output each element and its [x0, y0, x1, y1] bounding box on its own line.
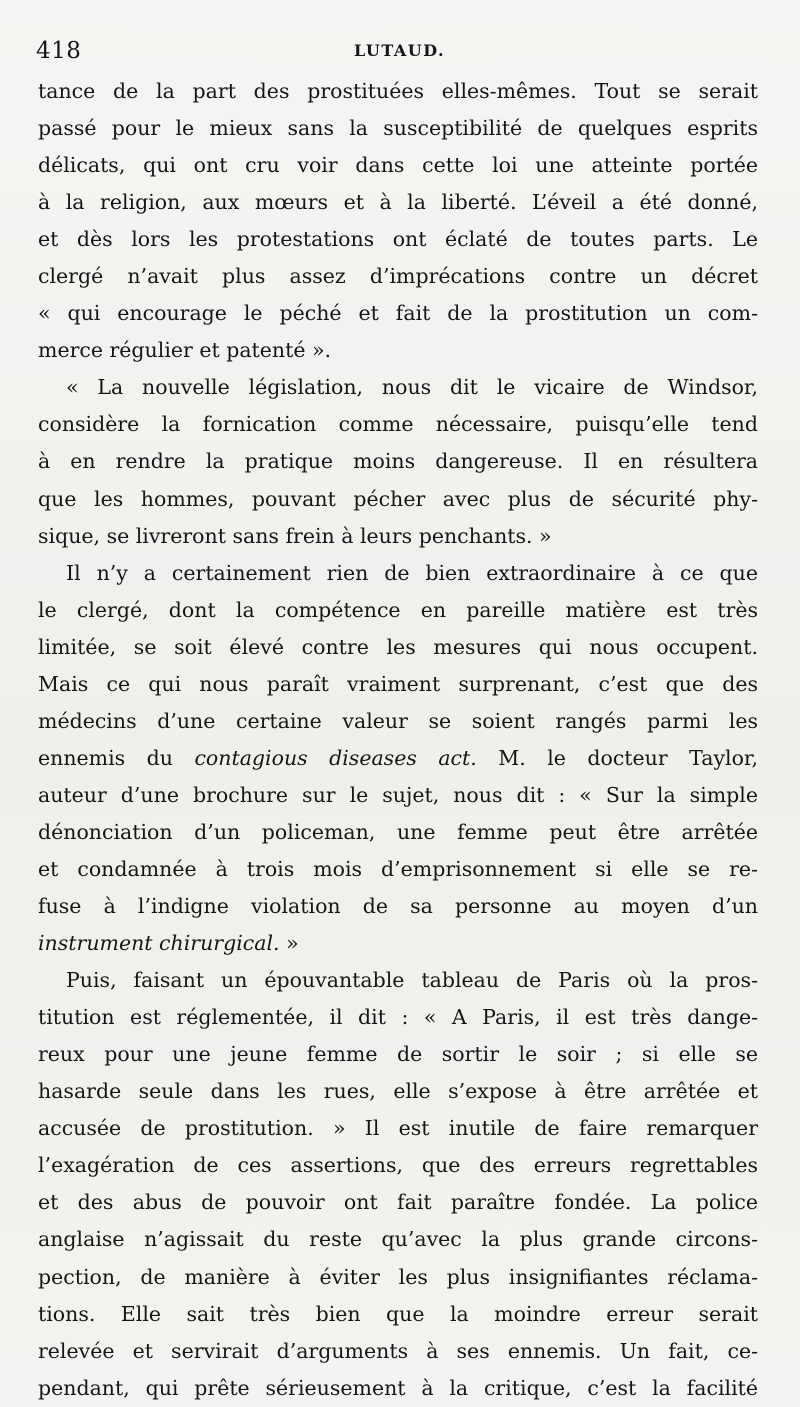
body-line: instrument chirurgical. » [38, 931, 299, 956]
body-line: hasarde seule dans les rues, elle s’expose à être arrêtée et [38, 1079, 758, 1104]
body-line: « La nouvelle législation, nous dit le vicaire de Windsor, [66, 375, 758, 400]
body-line: Puis, faisant un épouvantable tableau de Paris où la pros- [66, 968, 758, 993]
body-line: titution est réglementée, il dit : « A Paris, il est très dange- [38, 1005, 758, 1030]
page-header [36, 36, 756, 66]
body-line: clergé n’avait plus assez d’imprécations contre un décret [38, 264, 758, 289]
body-line: tions. Elle sait très bien que la moindre erreur serait [38, 1301, 758, 1326]
body-line: anglaise n’agissait du reste qu’avec la plus grande circons- [38, 1227, 758, 1252]
body-line: et des abus de pouvoir ont fait paraître fondée. La police [38, 1190, 758, 1215]
body-line: pection, de manière à éviter les plus insignifiantes réclama- [38, 1264, 758, 1289]
body-line: sique, se livreront sans frein à leurs penchants. » [38, 523, 552, 548]
body-line: le clergé, dont la compétence en pareille matière est très [38, 597, 758, 622]
body-line: et condamnée à trois mois d’emprisonnement si elle se re- [38, 856, 758, 881]
body-line: et dès lors les protestations ont éclaté de toutes parts. Le [38, 227, 758, 252]
body-line: ennemis du contagious diseases act. M. le docteur Taylor, [38, 745, 758, 770]
italic-fragment: instrument chirurgical. [38, 931, 280, 956]
body-line: Mais ce qui nous paraît vraiment surprenant, c’est que des [38, 671, 758, 696]
running-head: LUTAUD. [354, 41, 446, 60]
body-line: tance de la part des prostituées elles-mêmes. Tout se serait [38, 79, 758, 103]
body-line: Il n’y a certainement rien de bien extraordinaire à ce que [66, 560, 758, 585]
body-line: considère la fornication comme nécessaire, puisqu’elle tend [38, 412, 758, 437]
body-line: pendant, qui prête sérieusement à la critique, c’est la facilité [38, 1375, 758, 1400]
body-line: accusée de prostitution. » Il est inutile de faire remarquer [38, 1116, 758, 1141]
body-line: « qui encourage le péché et fait de la prostitution un com- [38, 301, 758, 326]
body-line: reux pour une jeune femme de sortir le soir ; si elle se [38, 1042, 758, 1067]
body-line: passé pour le mieux sans la susceptibilité de quelques esprits [38, 116, 758, 141]
body-line: auteur d’une brochure sur le sujet, nous dit : « Sur la simple [38, 782, 758, 807]
body-line: dénonciation d’un policeman, une femme peut être arrêtée [38, 819, 758, 844]
body-line: l’exagération de ces assertions, que des erreurs regrettables [38, 1153, 758, 1178]
body-line: fuse à l’indigne violation de sa personne au moyen d’un [38, 894, 758, 919]
body-line: à la religion, aux mœurs et à la liberté. L’éveil a été donné, [38, 190, 758, 215]
italic-fragment: contagious diseases act. [194, 745, 477, 770]
body-line: relevée et servirait d’arguments à ses ennemis. Un fait, ce- [38, 1338, 758, 1363]
body-line: limitée, se soit élevé contre les mesures qui nous occupent. [38, 634, 758, 659]
body-line: médecins d’une certaine valeur se soient rangés parmi les [38, 708, 758, 733]
body-line: merce régulier et patenté ». [38, 338, 332, 363]
body-text [38, 73, 758, 1407]
page-number: 418 [36, 38, 82, 64]
body-line: délicats, qui ont cru voir dans cette loi une atteinte portée [38, 153, 758, 178]
body-line: que les hommes, pouvant pécher avec plus de sécurité phy- [38, 486, 758, 511]
body-line: à en rendre la pratique moins dangereuse. Il en résultera [38, 449, 758, 474]
